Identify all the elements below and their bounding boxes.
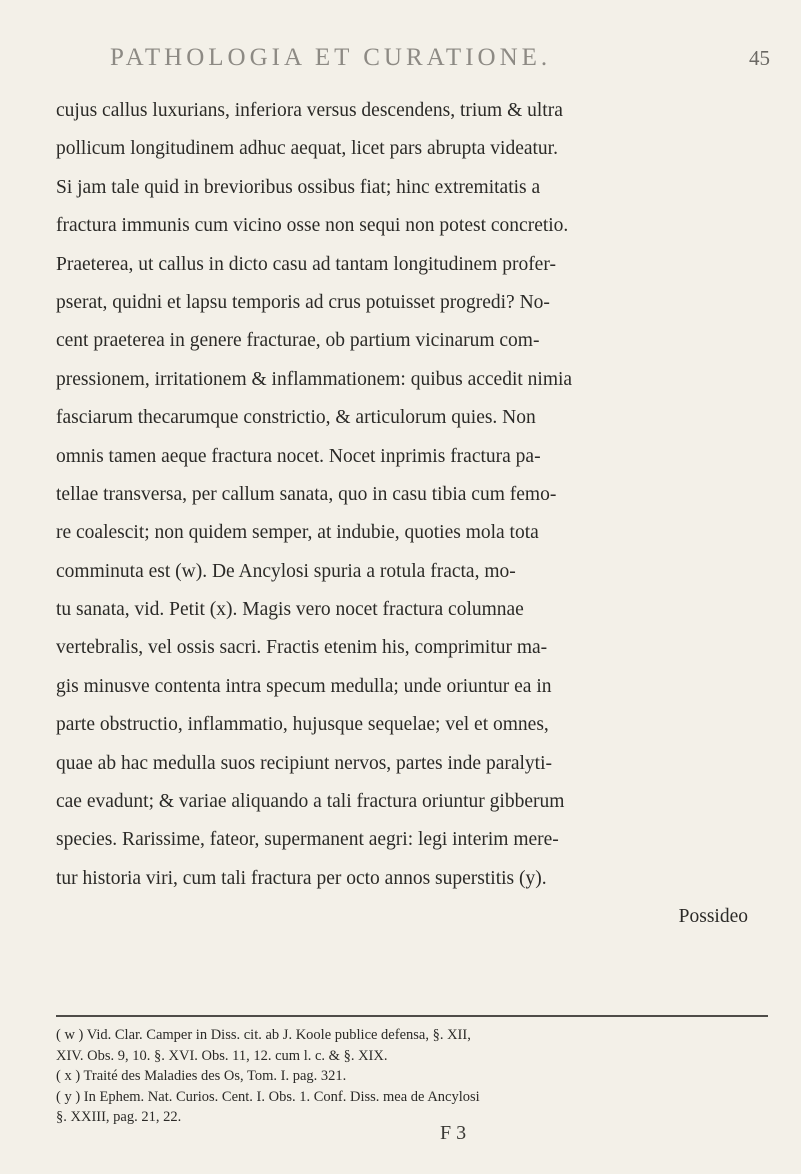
text-line: quae ab hac medulla suos recipiunt nervos, partes inde paralyti- xyxy=(56,752,552,774)
text-line: cae evadunt; & variae aliquando a tali fractura oriuntur gibberum xyxy=(56,791,565,813)
text-line: cent praeterea in genere fracturae, ob partium vicinarum com- xyxy=(56,330,540,352)
footnote-line: §. XXIII, pag. 21, 22. xyxy=(56,1109,182,1125)
catchword: Possideo xyxy=(678,906,748,928)
text-line: pressionem, irritationem & inflammationem: quibus accedit nimia xyxy=(56,368,573,390)
footnote-line: ( y ) In Ephem. Nat. Curios. Cent. I. Obs. 1. Conf. Diss. mea de Ancylosi xyxy=(56,1088,480,1105)
text-line: gis minusve contenta intra specum medulla; unde oriuntur ea in xyxy=(56,675,552,697)
text-line: fractura immunis cum vicino osse non sequi non potest concretio. xyxy=(56,215,569,237)
signature-mark: F 3 xyxy=(440,1122,467,1144)
text-line: tu sanata, vid. Petit (x). Magis vero nocet fractura columnae xyxy=(56,599,524,621)
footnote-line: ( w ) Vid. Clar. Camper in Diss. cit. ab J. Koole publice defensa, §. XII, xyxy=(56,1027,471,1043)
text-line: comminuta est (w). De Ancylosi spuria a rotula fracta, mo- xyxy=(56,560,516,582)
text-line: omnis tamen aeque fractura nocet. Nocet inprimis fractura pa- xyxy=(56,445,541,467)
running-title: PATHOLOGIA ET CURATIONE. xyxy=(110,44,552,71)
footnotes xyxy=(56,1025,768,1128)
text-line: fasciarum thecarumque constrictio, & articulorum quies. Non xyxy=(56,407,536,429)
text-line: pollicum longitudinem adhuc aequat, licet pars abrupta videatur. xyxy=(56,138,558,160)
text-line: parte obstructio, inflammatio, hujusque sequelae; vel et omnes, xyxy=(56,714,549,736)
text-line: tur historia viri, cum tali fractura per octo annos superstitis (y). xyxy=(56,867,547,889)
text-line: vertebralis, vel ossis sacri. Fractis etenim his, comprimitur ma- xyxy=(56,637,548,659)
footnote-line: ( x ) Traité des Maladies des Os, Tom. I. pag. 321. xyxy=(56,1068,347,1084)
text-line: Si jam tale quid in brevioribus ossibus fiat; hinc extremitatis a xyxy=(56,176,541,198)
text-line: Praeterea, ut callus in dicto casu ad tantam longitudinem profer- xyxy=(56,253,556,275)
text-line: cujus callus luxurians, inferiora versus descendens, trium & ultra xyxy=(56,100,563,121)
page-header xyxy=(110,44,770,78)
text-line: re coalescit; non quidem semper, at indubie, quoties mola tota xyxy=(56,522,539,544)
text-line: tellae transversa, per callum sanata, quo in casu tibia cum femo- xyxy=(56,483,557,505)
text-line: species. Rarissime, fateor, supermanent aegri: legi interim mere- xyxy=(56,829,559,851)
footnote-line: XIV. Obs. 9, 10. §. XVI. Obs. 11, 12. cum l. c. & §. XIX. xyxy=(56,1047,388,1064)
text-line: pserat, quidni et lapsu temporis ad crus potuisset progredi? No- xyxy=(56,291,550,313)
footnote-divider xyxy=(56,1015,768,1017)
page-number: 45 xyxy=(749,46,770,70)
body-text xyxy=(56,92,768,937)
